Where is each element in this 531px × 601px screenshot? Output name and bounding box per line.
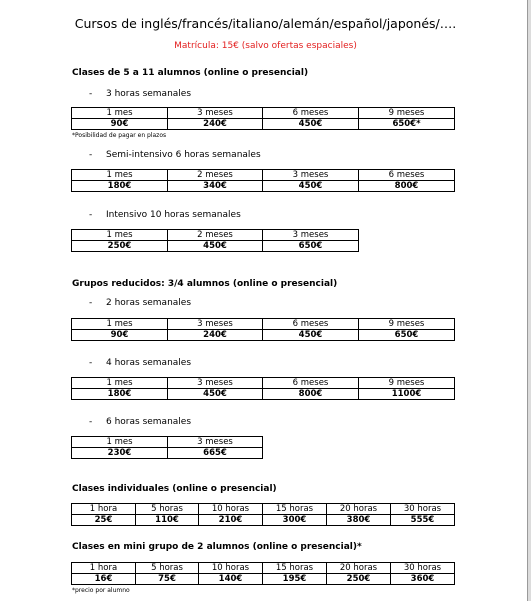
- installments-note: *Posibilidad de pagar en plazos: [72, 132, 167, 139]
- price-cell: 180€: [72, 181, 168, 192]
- price-cell: 450€: [168, 241, 263, 252]
- price-cell: 110€: [136, 515, 199, 526]
- table-header-row: [72, 437, 263, 448]
- plan-label-4h: [89, 358, 191, 368]
- header-cell: 3 meses: [168, 378, 263, 389]
- header-cell: 6 meses: [359, 170, 455, 181]
- table-header-row: [72, 170, 455, 181]
- list-dash: -: [89, 417, 93, 427]
- price-table-mini-group: [71, 562, 455, 585]
- price-table-small-2h: [71, 318, 455, 341]
- header-cell: 20 horas: [327, 563, 391, 574]
- price-cell: 380€: [327, 515, 391, 526]
- table-header-row: [72, 319, 455, 330]
- plan-label-10h: [89, 210, 241, 220]
- price-cell: 340€: [168, 181, 263, 192]
- table-price-row: [72, 389, 455, 400]
- header-cell: 1 mes: [72, 378, 168, 389]
- price-cell: 240€: [168, 119, 263, 130]
- price-cell: 250€: [327, 574, 391, 585]
- table-price-row: [72, 119, 455, 130]
- plan-label-6h-small: [89, 417, 191, 427]
- header-cell: 1 mes: [72, 108, 168, 119]
- header-cell: 6 meses: [263, 108, 359, 119]
- price-cell: 1100€: [359, 389, 455, 400]
- header-cell: 3 meses: [168, 319, 263, 330]
- price-table-individual: [71, 503, 455, 526]
- price-table-intensive: [71, 229, 359, 252]
- header-cell: 10 horas: [199, 504, 263, 515]
- header-cell: 3 meses: [263, 170, 359, 181]
- price-cell: 140€: [199, 574, 263, 585]
- header-cell: 20 horas: [327, 504, 391, 515]
- header-cell: 6 meses: [263, 378, 359, 389]
- plan-label-text: 4 horas semanales: [106, 358, 192, 368]
- price-cell: 300€: [263, 515, 327, 526]
- header-cell: 9 meses: [359, 108, 455, 119]
- header-cell: 1 mes: [72, 170, 168, 181]
- header-cell: 1 mes: [72, 437, 168, 448]
- list-dash: -: [89, 298, 93, 308]
- header-cell: 6 meses: [263, 319, 359, 330]
- price-cell: 450€: [263, 181, 359, 192]
- price-table-small-4h: [71, 377, 455, 400]
- price-cell: 555€: [391, 515, 455, 526]
- plan-label-6h: [89, 150, 261, 160]
- header-cell: 2 meses: [168, 230, 263, 241]
- plan-label-text: Semi-intensivo 6 horas semanales: [106, 150, 261, 160]
- header-cell: 5 horas: [136, 504, 199, 515]
- price-cell: 800€: [359, 181, 455, 192]
- section-heading-small-groups: Grupos reducidos: 3/4 alumnos (online o presencial): [72, 279, 338, 289]
- price-cell: 210€: [199, 515, 263, 526]
- header-cell: 3 meses: [168, 437, 263, 448]
- page-title: Cursos de inglés/francés/italiano/alemán/español/japonés/….: [74, 16, 457, 31]
- list-dash: -: [89, 358, 93, 368]
- table-price-row: [72, 448, 263, 459]
- list-dash: -: [89, 210, 93, 220]
- header-cell: 30 horas: [391, 563, 455, 574]
- price-table-small-6h: [71, 436, 263, 459]
- plan-label-2h: [89, 298, 191, 308]
- table-header-row: [72, 563, 455, 574]
- price-cell: 800€: [263, 389, 359, 400]
- price-cell: 90€: [72, 119, 168, 130]
- table-price-row: [72, 181, 455, 192]
- price-cell: 180€: [72, 389, 168, 400]
- table-header-row: [72, 108, 455, 119]
- table-price-row: [72, 241, 359, 252]
- price-table-3h: [71, 107, 455, 130]
- price-cell: 450€: [263, 330, 359, 341]
- price-cell: 25€: [72, 515, 136, 526]
- price-cell: 450€: [168, 389, 263, 400]
- per-student-note: *precio por alumno: [72, 587, 130, 594]
- header-cell: 15 horas: [263, 504, 327, 515]
- table-price-row: [72, 574, 455, 585]
- header-cell: 5 horas: [136, 563, 199, 574]
- section-heading-5-11: Clases de 5 a 11 alumnos (online o presencial): [72, 68, 309, 78]
- header-cell: 3 meses: [168, 108, 263, 119]
- section-heading-individual: Clases individuales (online o presencial): [72, 484, 277, 494]
- table-price-row: [72, 515, 455, 526]
- price-cell: 650€: [263, 241, 359, 252]
- header-cell: 10 horas: [199, 563, 263, 574]
- header-cell: 1 mes: [72, 230, 168, 241]
- table-header-row: [72, 378, 455, 389]
- price-cell: 450€: [263, 119, 359, 130]
- section-heading-mini-group: Clases en mini grupo de 2 alumnos (online o presencial)*: [72, 542, 362, 552]
- plan-label-text: 2 horas semanales: [106, 298, 192, 308]
- plan-label-text: Intensivo 10 horas semanales: [106, 210, 241, 220]
- price-cell: 240€: [168, 330, 263, 341]
- header-cell: 2 meses: [168, 170, 263, 181]
- table-header-row: [72, 230, 359, 241]
- header-cell: 9 meses: [359, 378, 455, 389]
- list-dash: -: [89, 150, 93, 160]
- price-table-semi-intensive: [71, 169, 455, 192]
- price-cell: 16€: [72, 574, 136, 585]
- header-cell: 15 horas: [263, 563, 327, 574]
- plan-label-text: 6 horas semanales: [106, 417, 192, 427]
- price-cell: 230€: [72, 448, 168, 459]
- price-cell: 75€: [136, 574, 199, 585]
- registration-fee: Matrícula: 15€ (salvo ofertas espaciales): [174, 41, 357, 51]
- price-cell: 195€: [263, 574, 327, 585]
- table-header-row: [72, 504, 455, 515]
- price-cell: 665€: [168, 448, 263, 459]
- header-cell: 1 hora: [72, 504, 136, 515]
- plan-label-text: 3 horas semanales: [106, 89, 192, 99]
- price-cell: 650€: [359, 330, 455, 341]
- price-cell: 250€: [72, 241, 168, 252]
- table-price-row: [72, 330, 455, 341]
- price-cell: 650€*: [359, 119, 455, 130]
- header-cell: 30 horas: [391, 504, 455, 515]
- plan-label-3h: [89, 89, 191, 99]
- header-cell: 9 meses: [359, 319, 455, 330]
- header-cell: 1 mes: [72, 319, 168, 330]
- header-cell: 3 meses: [263, 230, 359, 241]
- list-dash: -: [89, 89, 93, 99]
- price-cell: 90€: [72, 330, 168, 341]
- price-cell: 360€: [391, 574, 455, 585]
- header-cell: 1 hora: [72, 563, 136, 574]
